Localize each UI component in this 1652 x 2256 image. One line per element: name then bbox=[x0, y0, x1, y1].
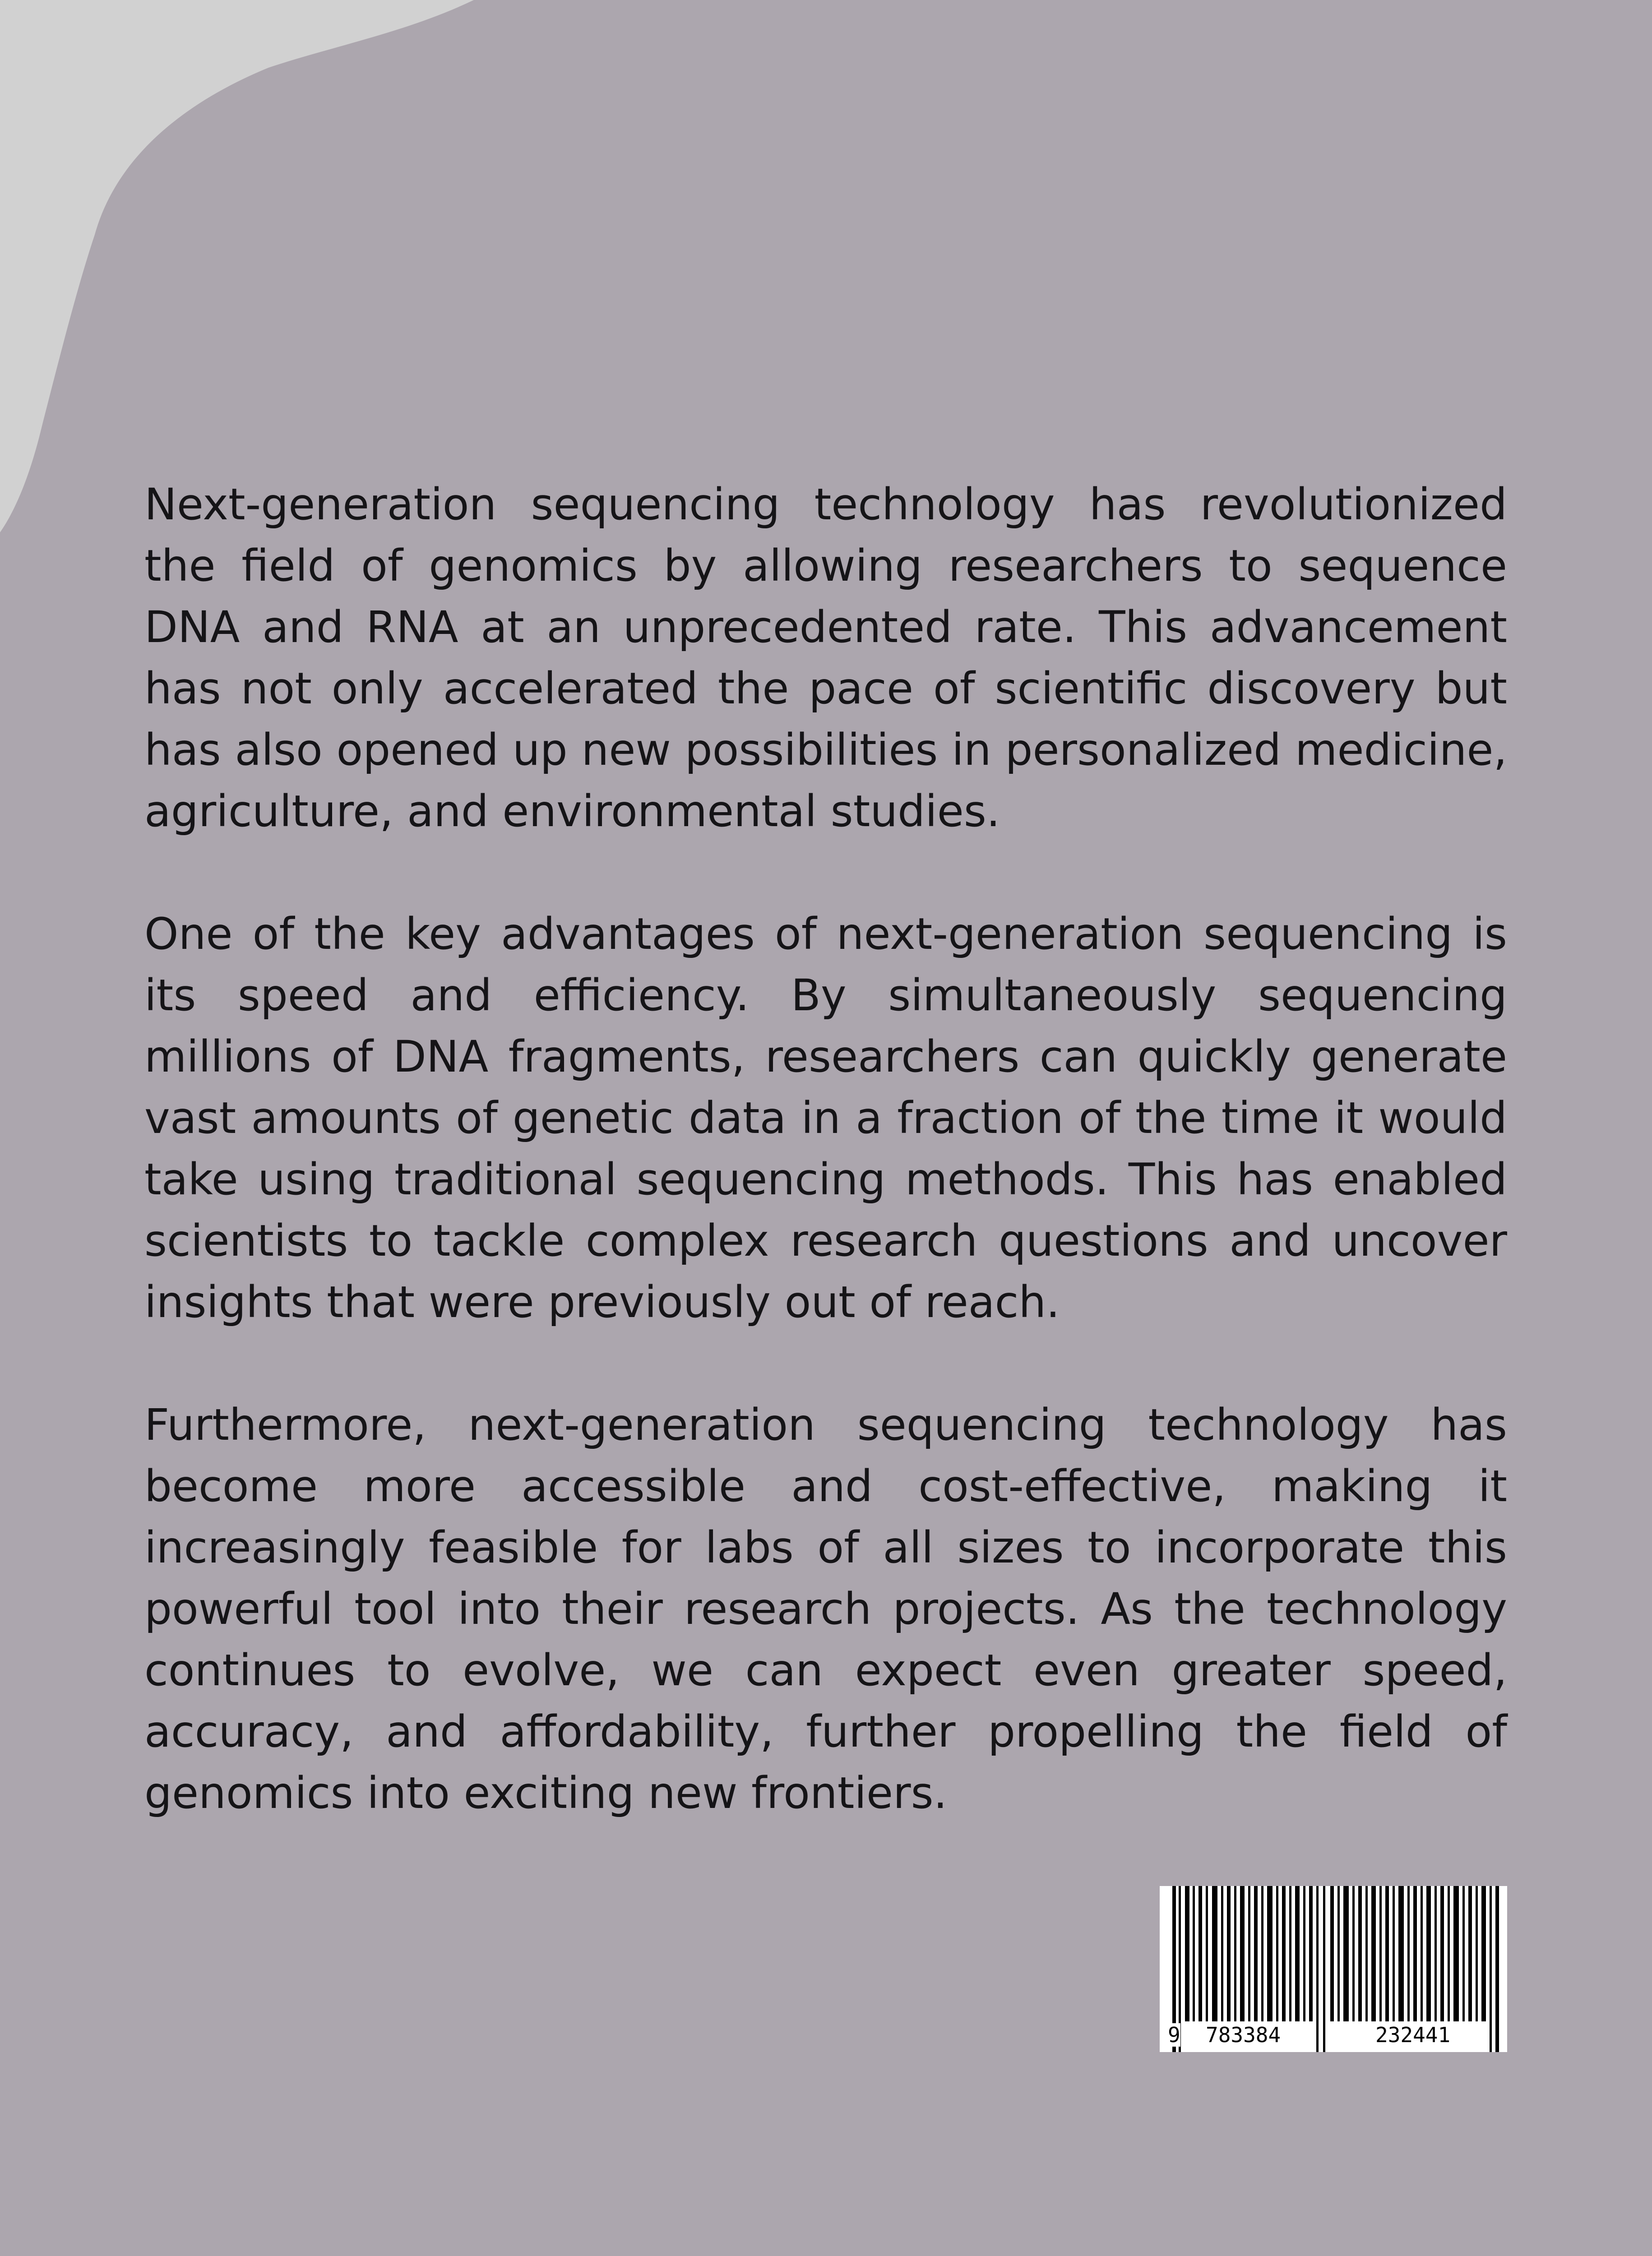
barcode-bar bbox=[1337, 1886, 1340, 2021]
barcode-bar bbox=[1462, 1886, 1465, 2021]
barcode-bar bbox=[1309, 1886, 1313, 2021]
barcode-right-group: 232441 bbox=[1375, 2023, 1451, 2047]
barcode-bar bbox=[1440, 1886, 1444, 2021]
barcode-bar bbox=[1295, 1886, 1300, 2021]
barcode-bar bbox=[1254, 1886, 1258, 2021]
barcode-bar bbox=[1267, 1886, 1273, 2021]
barcode-bar bbox=[1193, 1886, 1195, 2021]
barcode-bar bbox=[1407, 1886, 1410, 2021]
barcode-bar bbox=[1352, 1886, 1355, 2021]
barcode-bar bbox=[1303, 1886, 1305, 2021]
barcode-bar bbox=[1330, 1886, 1334, 2021]
barcode-bar bbox=[1261, 1886, 1263, 2021]
barcode-bar bbox=[1413, 1886, 1417, 2021]
barcode-bar bbox=[1248, 1886, 1250, 2021]
barcode-bar bbox=[1468, 1886, 1472, 2021]
barcode-bar bbox=[1398, 1886, 1404, 2021]
paragraph-accessibility-future: Furthermore, next-generation sequencing technology has become more accessible and cost-effective, making it increasingly feasible for labs of all sizes to incorporate this powerful tool into their research projects. As the technology continues to evolve, we can expect even greater speed, accuracy, and affordability, further propelling the field of genomics into exciting new frontiers. bbox=[144, 1400, 1507, 1818]
barcode-bar bbox=[1282, 1886, 1286, 2021]
barcode-digits bbox=[1160, 2021, 1507, 2052]
barcode-bar bbox=[1206, 1886, 1208, 2021]
isbn-barcode bbox=[1160, 1886, 1507, 2052]
barcode-bar bbox=[1385, 1886, 1389, 2021]
barcode-bar bbox=[1212, 1886, 1217, 2021]
barcode-bar bbox=[1185, 1886, 1189, 2021]
barcode-bar bbox=[1379, 1886, 1382, 2021]
barcode-bar bbox=[1221, 1886, 1223, 2021]
barcode-first-digit: 9 bbox=[1168, 2023, 1180, 2047]
barcode-left-group: 783384 bbox=[1206, 2023, 1281, 2047]
barcode-bar bbox=[1393, 1886, 1395, 2021]
barcode-bar bbox=[1234, 1886, 1236, 2021]
barcode-bar bbox=[1435, 1886, 1437, 2021]
barcode-bar bbox=[1481, 1886, 1486, 2021]
barcode-bar bbox=[1476, 1886, 1478, 2021]
barcode-bar bbox=[1426, 1886, 1431, 2021]
barcode-bar bbox=[1421, 1886, 1423, 2021]
barcode-bar bbox=[1343, 1886, 1349, 2021]
paragraph-speed-efficiency: One of the key advantages of next-generation sequencing is its speed and efficiency. By simultaneously sequencing millions of DNA fragments, researchers can quickly generate vast amounts of genetic data in a fraction of the time it would take using traditional sequencing methods. This has enabled scientists to tackle complex research questions and uncover insights that were previously out of reach. bbox=[144, 909, 1507, 1327]
barcode-bar bbox=[1289, 1886, 1291, 2021]
barcode-bar bbox=[1448, 1886, 1450, 2021]
barcode-bar bbox=[1358, 1886, 1362, 2021]
barcode-bar bbox=[1371, 1886, 1376, 2021]
barcode-bar bbox=[1199, 1886, 1202, 2021]
barcode-bar bbox=[1365, 1886, 1368, 2021]
barcode-bar bbox=[1276, 1886, 1278, 2021]
barcode-bar bbox=[1240, 1886, 1245, 2021]
back-cover-text bbox=[144, 474, 1507, 1824]
paragraph-ngs-revolution: Next-generation sequencing technology has revolutionized the field of genomics by allowing researchers to sequence DNA and RNA at an unprecedented rate. This advancement has not only accelerated the pace of scientific discovery but has also opened up new possibilities in personalized medicine, agriculture, and environmental studies. bbox=[144, 479, 1507, 837]
barcode-bar bbox=[1453, 1886, 1459, 2021]
decorative-corner-shape bbox=[0, 0, 474, 532]
barcode-bar bbox=[1227, 1886, 1231, 2021]
decorative-corner-shape-path bbox=[0, 0, 474, 532]
